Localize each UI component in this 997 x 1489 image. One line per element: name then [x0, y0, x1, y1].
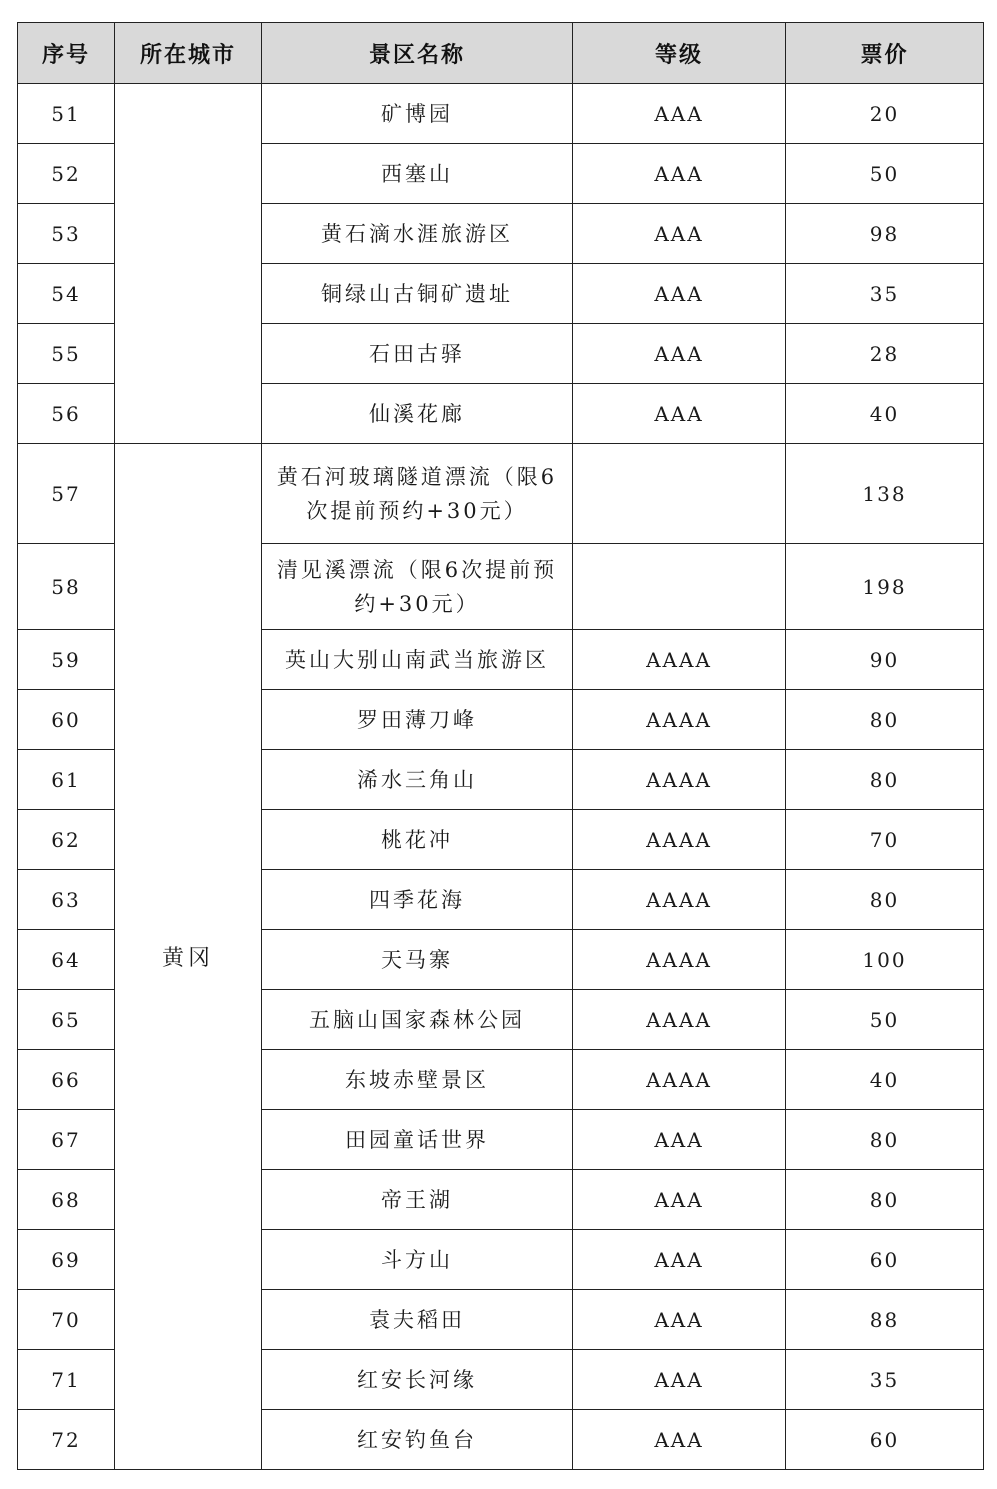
- cell-serial-number: 51: [18, 84, 115, 144]
- header-level: 等级: [573, 23, 786, 84]
- cell-serial-number: 69: [18, 1230, 115, 1290]
- cell-serial-number: 57: [18, 444, 115, 544]
- cell-level: AAA: [573, 1110, 786, 1170]
- cell-serial-number: 62: [18, 810, 115, 870]
- cell-serial-number: 54: [18, 264, 115, 324]
- cell-scenic-name: 斗方山: [262, 1230, 573, 1290]
- cell-level: AAAA: [573, 1050, 786, 1110]
- cell-serial-number: 63: [18, 870, 115, 930]
- cell-price: 90: [786, 630, 984, 690]
- cell-price: 88: [786, 1290, 984, 1350]
- cell-price: 80: [786, 750, 984, 810]
- cell-price: 198: [786, 544, 984, 630]
- cell-level: AAA: [573, 384, 786, 444]
- cell-scenic-name: 英山大别山南武当旅游区: [262, 630, 573, 690]
- cell-price: 60: [786, 1230, 984, 1290]
- table-header: [18, 23, 984, 84]
- cell-price: 35: [786, 264, 984, 324]
- cell-scenic-name: 帝王湖: [262, 1170, 573, 1230]
- cell-serial-number: 72: [18, 1410, 115, 1470]
- cell-price: 80: [786, 690, 984, 750]
- cell-scenic-name: 仙溪花廊: [262, 384, 573, 444]
- cell-level: AAA: [573, 204, 786, 264]
- cell-serial-number: 66: [18, 1050, 115, 1110]
- cell-level: AAA: [573, 1350, 786, 1410]
- header-city: 所在城市: [115, 23, 262, 84]
- cell-scenic-name: 天马寨: [262, 930, 573, 990]
- cell-price: 40: [786, 1050, 984, 1110]
- cell-price: 80: [786, 1170, 984, 1230]
- cell-level: AAA: [573, 1410, 786, 1470]
- cell-price: 50: [786, 144, 984, 204]
- cell-price: 80: [786, 870, 984, 930]
- cell-city: 黄冈: [115, 444, 262, 1470]
- cell-price: 20: [786, 84, 984, 144]
- cell-price: 100: [786, 930, 984, 990]
- cell-scenic-name: 黄石河玻璃隧道漂流（限6次提前预约+30元）: [262, 444, 573, 544]
- cell-level: AAA: [573, 1170, 786, 1230]
- cell-scenic-name: 五脑山国家森林公园: [262, 990, 573, 1050]
- table-row: [18, 84, 984, 144]
- cell-level: [573, 444, 786, 544]
- cell-price: 40: [786, 384, 984, 444]
- cell-scenic-name: 石田古驿: [262, 324, 573, 384]
- cell-serial-number: 67: [18, 1110, 115, 1170]
- header-scenic-name: 景区名称: [262, 23, 573, 84]
- cell-level: AAAA: [573, 690, 786, 750]
- cell-serial-number: 55: [18, 324, 115, 384]
- cell-level: AAA: [573, 324, 786, 384]
- cell-scenic-name: 西塞山: [262, 144, 573, 204]
- cell-level: AAA: [573, 264, 786, 324]
- cell-scenic-name: 浠水三角山: [262, 750, 573, 810]
- cell-scenic-name: 红安长河缘: [262, 1350, 573, 1410]
- cell-level: AAA: [573, 84, 786, 144]
- cell-serial-number: 65: [18, 990, 115, 1050]
- cell-price: 60: [786, 1410, 984, 1470]
- cell-scenic-name: 矿博园: [262, 84, 573, 144]
- cell-scenic-name: 田园童话世界: [262, 1110, 573, 1170]
- cell-scenic-name: 东坡赤壁景区: [262, 1050, 573, 1110]
- cell-scenic-name: 罗田薄刀峰: [262, 690, 573, 750]
- cell-serial-number: 56: [18, 384, 115, 444]
- cell-level: AAAA: [573, 930, 786, 990]
- table-row: [18, 444, 984, 544]
- cell-price: 35: [786, 1350, 984, 1410]
- cell-level: AAA: [573, 1230, 786, 1290]
- cell-level: AAAA: [573, 870, 786, 930]
- cell-price: 138: [786, 444, 984, 544]
- cell-scenic-name: 桃花冲: [262, 810, 573, 870]
- cell-scenic-name: 铜绿山古铜矿遗址: [262, 264, 573, 324]
- cell-serial-number: 52: [18, 144, 115, 204]
- cell-level: AAA: [573, 1290, 786, 1350]
- cell-serial-number: 61: [18, 750, 115, 810]
- cell-serial-number: 71: [18, 1350, 115, 1410]
- cell-price: 28: [786, 324, 984, 384]
- cell-price: 70: [786, 810, 984, 870]
- cell-price: 98: [786, 204, 984, 264]
- header-serial-number: 序号: [18, 23, 115, 84]
- header-row: [18, 23, 984, 84]
- table-body: [18, 84, 984, 1470]
- cell-level: AAAA: [573, 750, 786, 810]
- cell-serial-number: 53: [18, 204, 115, 264]
- cell-scenic-name: 黄石滴水涯旅游区: [262, 204, 573, 264]
- cell-serial-number: 68: [18, 1170, 115, 1230]
- cell-level: AAAA: [573, 990, 786, 1050]
- header-price: 票价: [786, 23, 984, 84]
- cell-serial-number: 64: [18, 930, 115, 990]
- cell-level: [573, 544, 786, 630]
- cell-price: 80: [786, 1110, 984, 1170]
- cell-scenic-name: 袁夫稻田: [262, 1290, 573, 1350]
- cell-city: [115, 84, 262, 444]
- cell-price: 50: [786, 990, 984, 1050]
- cell-serial-number: 70: [18, 1290, 115, 1350]
- cell-serial-number: 58: [18, 544, 115, 630]
- cell-serial-number: 60: [18, 690, 115, 750]
- cell-level: AAAA: [573, 810, 786, 870]
- cell-scenic-name: 四季花海: [262, 870, 573, 930]
- cell-level: AAA: [573, 144, 786, 204]
- scenic-area-ticket-table: [17, 22, 984, 1470]
- cell-scenic-name: 清见溪漂流（限6次提前预约+30元）: [262, 544, 573, 630]
- cell-level: AAAA: [573, 630, 786, 690]
- cell-scenic-name: 红安钓鱼台: [262, 1410, 573, 1470]
- cell-serial-number: 59: [18, 630, 115, 690]
